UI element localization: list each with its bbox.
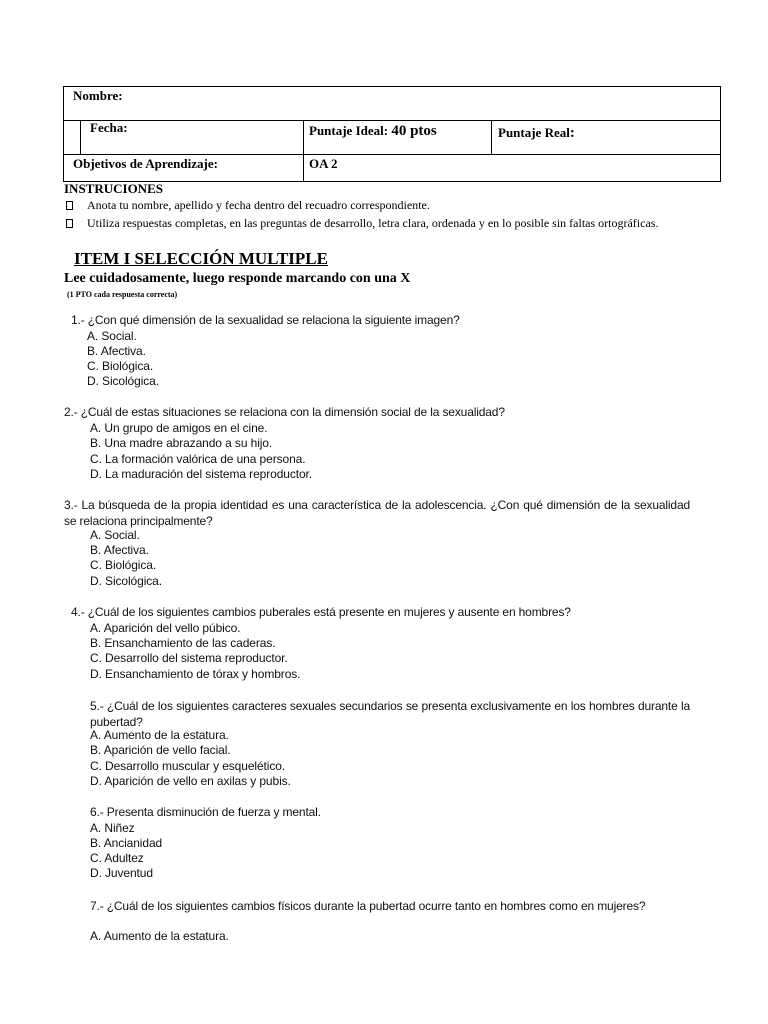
- fecha-label: Fecha:: [90, 120, 128, 135]
- question-4-option-b: B. Ensanchamiento de las caderas.: [90, 636, 276, 650]
- checkbox-icon: [66, 201, 73, 210]
- question-3-text: 3.- La búsqueda de la propia identidad es una característica de la adolescencia. ¿Con qué dimensión de la sexualidad se relaciona principalmente?: [64, 498, 690, 528]
- objetivos-label: Objetivos de Aprendizaje:: [73, 156, 218, 171]
- question-5-option-b: B. Aparición de vello facial.: [90, 743, 231, 757]
- question-4-option-c: C. Desarrollo del sistema reproductor.: [90, 651, 288, 665]
- puntaje-ideal: [309, 123, 437, 140]
- puntaje-real: [498, 125, 575, 142]
- question-6-option-a: A. Niñez: [90, 821, 135, 835]
- puntaje-real-label: Puntaje Real: [498, 125, 570, 140]
- question-2-option-a: A. Un grupo de amigos en el cine.: [90, 421, 268, 435]
- question-4-text: 4.- ¿Cuál de los siguientes cambios puberales está presente en mujeres y ausente en hombres?: [71, 605, 571, 619]
- question-1-option-c: C. Biológica.: [87, 359, 154, 373]
- question-5-option-a: A. Aumento de la estatura.: [90, 728, 229, 742]
- question-5-text: 5.- ¿Cuál de los siguientes caracteres sexuales secundarios se presenta exclusivamente en los hombres durante la pubertad?: [90, 699, 690, 729]
- question-1-option-b: B. Afectiva.: [87, 344, 146, 358]
- question-2-option-b: B. Una madre abrazando a su hijo.: [90, 436, 273, 450]
- instruction-item: Anota tu nombre, apellido y fecha dentro del recuadro correspondiente.: [66, 198, 430, 213]
- objetivos-value: OA 2: [309, 156, 338, 171]
- section-title: ITEM I SELECCIÓN MULTIPLE: [74, 249, 328, 268]
- question-2-option-c: C. La formación valórica de una persona.: [90, 452, 306, 466]
- question-3-option-c: C. Biológica.: [90, 558, 157, 572]
- question-6-option-b: B. Ancianidad: [90, 836, 163, 850]
- question-1-text: 1.- ¿Con qué dimensión de la sexualidad se relaciona la siguiente imagen?: [71, 313, 460, 327]
- instructions-title: INSTRUCIONES: [64, 181, 163, 196]
- question-7-option-a: A. Aumento de la estatura.: [90, 929, 229, 943]
- header-divider: [491, 120, 492, 154]
- question-1-option-d: D. Sicológica.: [87, 374, 159, 388]
- question-5-option-c: C. Desarrollo muscular y esquelético.: [90, 759, 286, 773]
- question-3-option-a: A. Social.: [90, 528, 140, 542]
- header-divider: [64, 154, 720, 155]
- question-3-option-d: D. Sicológica.: [90, 574, 162, 588]
- question-6-option-d: D. Juventud: [90, 866, 153, 880]
- nombre-label: Nombre:: [73, 88, 123, 103]
- question-7-text: 7.- ¿Cuál de los siguientes cambios físicos durante la pubertad ocurre tanto en hombres como en mujeres?: [90, 899, 646, 913]
- puntaje-real-colon: :: [569, 125, 575, 141]
- header-divider: [80, 120, 81, 154]
- question-2-option-d: D. La maduración del sistema reproductor.: [90, 467, 313, 481]
- section-note: (1 PTO cada respuesta correcta): [67, 290, 178, 299]
- header-divider: [64, 120, 720, 121]
- header-divider: [303, 120, 304, 182]
- question-6-text: 6.- Presenta disminución de fuerza y mental.: [90, 805, 321, 819]
- puntaje-ideal-label: Puntaje Ideal:: [309, 123, 389, 138]
- question-1-option-a: A. Social.: [87, 329, 137, 343]
- question-5-option-d: D. Aparición de vello en axilas y pubis.: [90, 774, 291, 788]
- question-6-option-c: C. Adultez: [90, 851, 144, 865]
- checkbox-icon: [66, 219, 73, 228]
- instruction-item: Utiliza respuestas completas, en las preguntas de desarrollo, letra clara, ordenada y en lo posible sin faltas ortográficas.: [66, 216, 658, 231]
- question-3-option-b: B. Afectiva.: [90, 543, 149, 557]
- question-2-text: 2.- ¿Cuál de estas situaciones se relaciona con la dimensión social de la sexualidad?: [64, 405, 505, 419]
- question-4-option-a: A. Aparición del vello púbico.: [90, 621, 241, 635]
- puntaje-ideal-value: 40 ptos: [391, 123, 437, 139]
- section-lead: Lee cuidadosamente, luego responde marcando con una X: [64, 271, 411, 286]
- header-table: [63, 86, 721, 182]
- question-4-option-d: D. Ensanchamiento de tórax y hombros.: [90, 667, 301, 681]
